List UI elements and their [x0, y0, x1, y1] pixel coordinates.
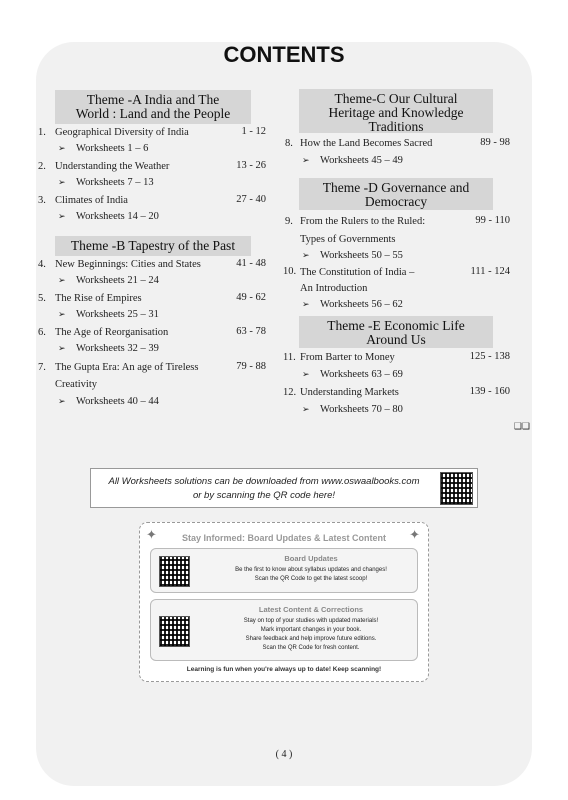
- worksheets-3: ➢ Worksheets 14 – 20: [58, 211, 159, 222]
- worksheets-7: ➢ Worksheets 40 – 44: [58, 396, 159, 407]
- worksheets-2: ➢ Worksheets 7 – 13: [58, 177, 154, 188]
- latest-content-qr[interactable]: [159, 616, 190, 647]
- confetti-icon-right: ✦: [409, 527, 420, 542]
- download-note: [90, 468, 478, 508]
- latest-content-card: [150, 599, 418, 661]
- latest-content-line3: Share feedback and help improve future editions.: [245, 636, 377, 642]
- latest-content-line4: Scan the QR Code for fresh content.: [262, 645, 360, 651]
- board-updates-line2: Scan the QR Code to get the latest scoop!: [254, 576, 368, 582]
- theme-a-line1: Theme -A India and The: [86, 92, 220, 107]
- board-updates-heading: Board Updates: [284, 554, 338, 563]
- theme-b-header: [55, 236, 251, 256]
- worksheets-4: ➢ Worksheets 21 – 24: [58, 275, 159, 286]
- theme-b-line1: Theme -B Tapestry of the Past: [70, 238, 236, 253]
- latest-content-heading: Latest Content & Corrections: [258, 605, 364, 614]
- page-number: ( 4 ): [275, 749, 293, 760]
- worksheets-10: ➢ Worksheets 56 – 62: [302, 299, 403, 310]
- worksheets-1: ➢ Worksheets 1 – 6: [58, 143, 149, 154]
- stay-informed-footer: Learning is fun when you're always up to date! Keep scanning!: [186, 666, 382, 673]
- theme-c-line3: Traditions: [368, 119, 424, 134]
- confetti-icon: ✦: [146, 527, 157, 542]
- worksheets-5: ➢ Worksheets 25 – 31: [58, 309, 159, 320]
- theme-a-header: [55, 90, 251, 124]
- theme-e-header: [299, 316, 493, 348]
- download-note-line2: or by scanning the QR code here!: [192, 490, 336, 501]
- page-title: CONTENTS: [223, 42, 345, 67]
- theme-a-line2: World : Land and the People: [75, 106, 231, 121]
- worksheets-8: ➢ Worksheets 45 – 49: [302, 155, 403, 166]
- end-mark: ❑❑: [513, 421, 530, 431]
- board-updates-qr[interactable]: [159, 556, 190, 587]
- theme-e-line1: Theme -E Economic Life: [327, 318, 465, 333]
- latest-content-line1: Stay on top of your studies with updated materials!: [243, 618, 379, 624]
- latest-content-line2: Mark important changes in your book.: [260, 627, 362, 633]
- board-updates-card: [150, 548, 418, 593]
- stay-informed-box: [139, 522, 429, 682]
- theme-e-line2: Around Us: [366, 332, 426, 347]
- theme-c-line1: Theme-C Our Cultural: [334, 91, 458, 106]
- worksheets-11: ➢ Worksheets 63 – 69: [302, 369, 403, 380]
- worksheets-6: ➢ Worksheets 32 – 39: [58, 343, 159, 354]
- theme-c-header: [299, 89, 493, 133]
- worksheets-12: ➢ Worksheets 70 – 80: [302, 404, 403, 415]
- qr-code[interactable]: [440, 472, 473, 505]
- download-note-line1: All Worksheets solutions can be downloaded from www.oswaalbooks.com: [108, 476, 420, 487]
- worksheets-9: ➢ Worksheets 50 – 55: [302, 250, 403, 261]
- theme-d-line1: Theme -D Governance and: [322, 180, 470, 195]
- board-updates-line1: Be the first to know about syllabus updates and changes!: [235, 567, 387, 573]
- theme-c-line2: Heritage and Knowledge: [328, 105, 464, 120]
- theme-d-line2: Democracy: [364, 194, 428, 209]
- theme-d-header: [299, 178, 493, 210]
- stay-informed-title: Stay Informed: Board Updates & Latest Content: [181, 533, 387, 543]
